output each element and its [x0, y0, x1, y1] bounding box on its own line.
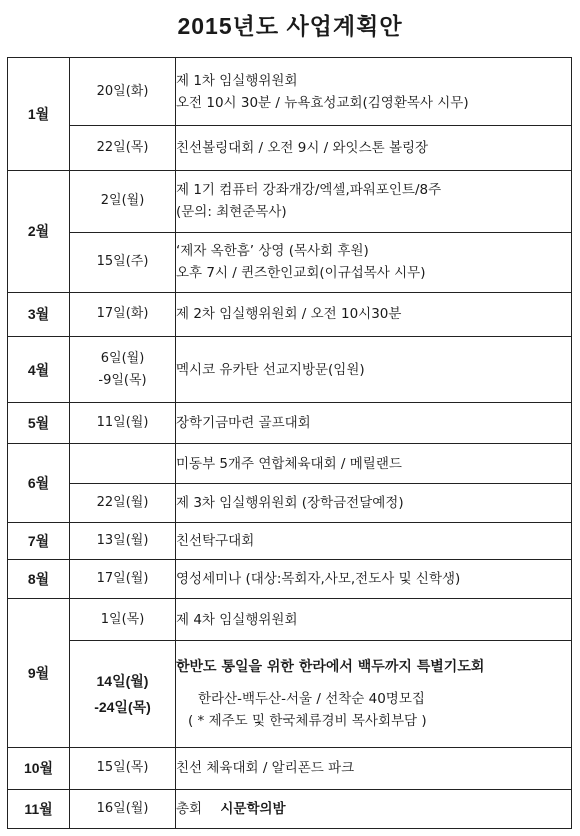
event-line: 제 3차 임실행위원회 (장학금전달예정) [176, 494, 404, 511]
date-cell [70, 337, 176, 403]
date-cell: 17일(화) [70, 292, 176, 336]
table-row [8, 640, 572, 747]
event-line: 영성세미나 (대상:목회자,사모,전도사 및 신학생) [176, 571, 461, 588]
event-cell [176, 789, 572, 828]
table-row [8, 292, 572, 336]
event-text: 시문학의밤 [220, 800, 286, 817]
event-line: 한반도 통일을 위한 한라에서 백두까지 특별기도회 [176, 659, 485, 676]
date-cell: 2일(월) [70, 170, 176, 232]
event-line: ( * 제주도 및 한국체류경비 목사회부담 ) [188, 713, 427, 730]
event-line: 오전 10시 30분 / 뉴욕효성교회(김영환목사 시무) [176, 94, 469, 111]
month-cell: 5월 [8, 403, 70, 444]
month-cell: 9월 [8, 599, 70, 748]
event-line [176, 798, 571, 820]
event-cell [176, 170, 572, 232]
event-line: 친선탁구대회 [176, 533, 255, 550]
event-cell [176, 232, 572, 292]
date-cell: 20일(화) [70, 58, 176, 126]
date-cell: 15일(주) [70, 232, 176, 292]
table-row [8, 748, 572, 789]
event-line: 제 4차 임실행위원회 [176, 611, 298, 628]
event-cell [176, 748, 572, 789]
event-cell [176, 58, 572, 126]
event-line: 제 1차 임실행위원회 [176, 72, 298, 89]
schedule-table [7, 57, 572, 829]
month-cell: 8월 [8, 560, 70, 599]
table-row [8, 170, 572, 232]
date-line: -24일(목) [94, 699, 151, 716]
event-text: 총회 [176, 800, 203, 817]
event-cell [176, 444, 572, 483]
month-cell: 10월 [8, 748, 70, 789]
event-cell [176, 640, 572, 747]
date-cell: 22일(월) [70, 483, 176, 522]
event-line: 제 2차 임실행위원회 / 오전 10시30분 [176, 306, 402, 323]
month-cell: 4월 [8, 337, 70, 403]
month-cell: 3월 [8, 292, 70, 336]
month-cell: 1월 [8, 58, 70, 171]
table-row [8, 126, 572, 170]
date-cell: 1일(목) [70, 599, 176, 640]
table-row [8, 232, 572, 292]
event-line: 오후 7시 / 퀸즈한인교회(이규섭목사 시무) [176, 265, 426, 282]
event-line: 제 1기 컴퓨터 강좌개강/엑셀,파워포인트/8주 [176, 182, 442, 199]
event-line: 친선 체육대회 / 알리폰드 파크 [176, 760, 355, 777]
date-cell: 15일(목) [70, 748, 176, 789]
table-row [8, 337, 572, 403]
date-line: 14일(월) [96, 673, 149, 690]
page-title: 2015년도 사업계획안 [177, 13, 403, 39]
event-cell [176, 403, 572, 444]
date-cell [70, 640, 176, 747]
table-row [8, 560, 572, 599]
event-cell [176, 292, 572, 336]
date-cell: 17일(월) [70, 560, 176, 599]
event-cell [176, 560, 572, 599]
event-cell [176, 483, 572, 522]
month-cell: 2월 [8, 170, 70, 292]
table-row [8, 483, 572, 522]
table-row [8, 444, 572, 483]
month-cell: 11월 [8, 789, 70, 828]
event-cell [176, 337, 572, 403]
date-cell [70, 444, 176, 483]
table-row [8, 403, 572, 444]
event-line: 멕시코 유카탄 선교지방문(임원) [176, 361, 365, 378]
event-line: ‘제자 옥한흠’ 상영 (목사회 후원) [176, 243, 369, 260]
event-line: (문의: 최현준목사) [176, 204, 287, 221]
event-line: 장학기금마련 골프대회 [176, 415, 311, 432]
event-line: 한라산-백두산-서울 / 선착순 40명모집 [198, 691, 425, 708]
date-line: 6일(월) [100, 350, 145, 366]
date-cell: 11일(월) [70, 403, 176, 444]
date-cell: 22일(목) [70, 126, 176, 170]
month-cell: 7월 [8, 523, 70, 560]
event-cell [176, 126, 572, 170]
event-cell [176, 599, 572, 640]
table-row [8, 789, 572, 828]
table-row [8, 58, 572, 126]
table-row [8, 523, 572, 560]
table-row [8, 599, 572, 640]
event-line: 친선볼링대회 / 오전 9시 / 와잇스톤 볼링장 [176, 139, 429, 156]
date-cell: 13일(월) [70, 523, 176, 560]
month-cell: 6월 [8, 444, 70, 523]
date-line: -9일(목) [98, 372, 147, 388]
date-cell: 16일(월) [70, 789, 176, 828]
event-cell [176, 523, 572, 560]
event-line: 미동부 5개주 연합체육대회 / 메릴랜드 [176, 455, 402, 472]
